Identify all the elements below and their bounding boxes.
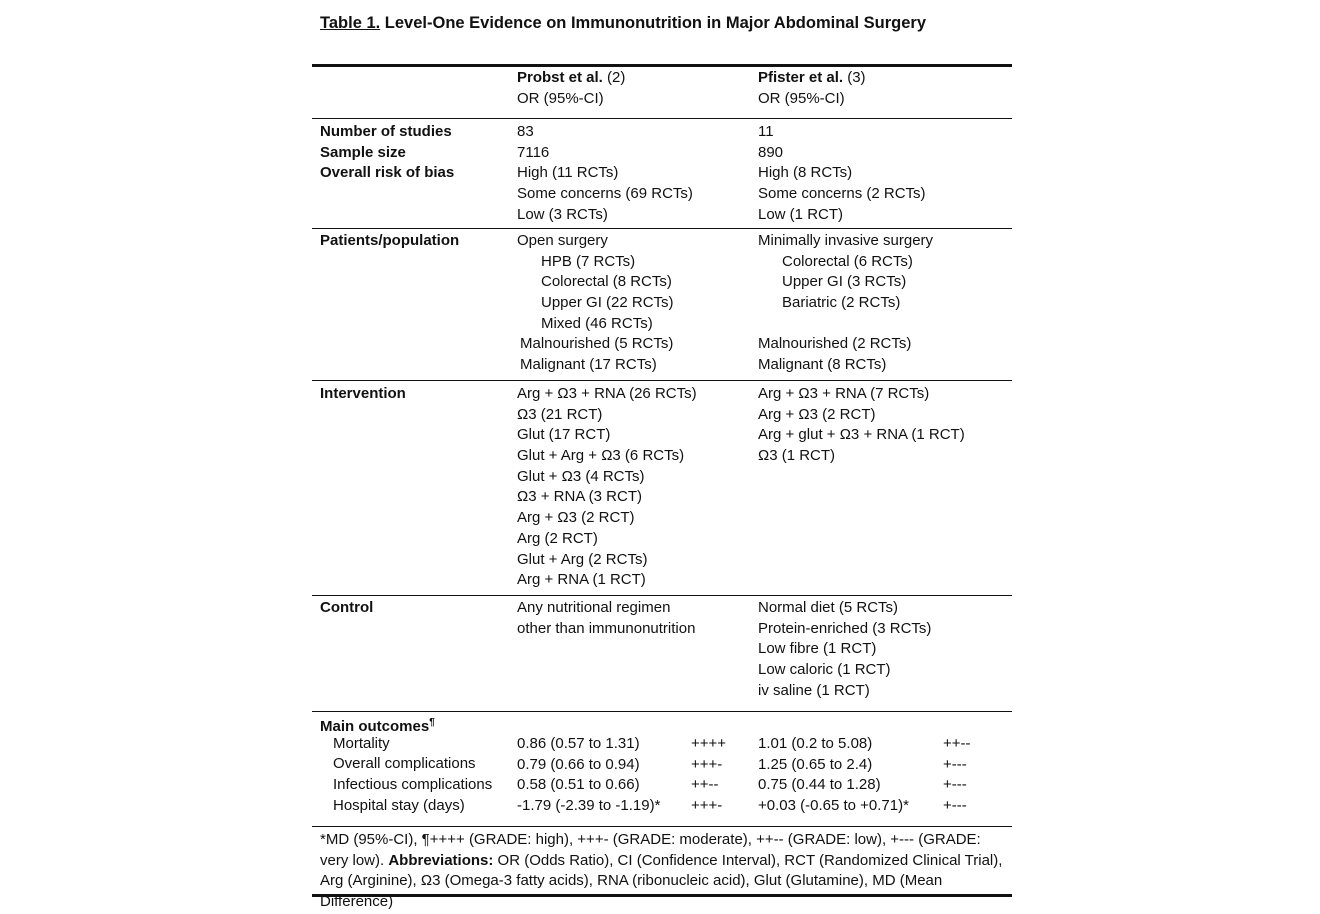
outcome-value: -1.79 (-2.39 to -1.19)* [517, 797, 661, 815]
outcome-grade: +--- [943, 797, 967, 815]
label-sample-size: Sample size [320, 143, 406, 161]
study-value: 7116 [517, 143, 550, 161]
outcomes-pfister-values [758, 734, 909, 817]
header-pfister [758, 68, 866, 109]
intervention-item: Arg (2 RCT) [517, 529, 598, 547]
outcome-grade: +++- [691, 755, 723, 773]
population-probst [517, 231, 674, 376]
outcome-name: Infectious complications [333, 776, 493, 794]
control-item: Protein-enriched (3 RCTs) [758, 619, 932, 637]
study-value: 83 [517, 123, 534, 140]
outcome-name: Mortality [333, 734, 390, 752]
study-value: 11 [758, 123, 774, 140]
outcome-grade: ++-- [691, 776, 719, 794]
study-value: Low (1 RCT) [758, 205, 844, 223]
label-number-of-studies: Number of studies [320, 123, 452, 140]
pfister-name: Pfister et al. [758, 69, 844, 86]
control-pfister [758, 598, 931, 701]
outcome-grade: ++++ [691, 735, 727, 752]
footnote-abbr-label: Abbreviations: [388, 851, 494, 869]
population-tail: Malnourished (2 RCTs) [758, 335, 912, 353]
intervention-probst [517, 384, 697, 591]
population-head: Minimally invasive surgery [758, 232, 934, 249]
control-item: Any nutritional regimen [517, 599, 671, 616]
study-value: Some concerns (2 RCTs) [758, 185, 926, 203]
intervention-item: Arg + Ω3 (2 RCT) [758, 405, 876, 423]
study-rule [312, 228, 1012, 229]
label-control: Control [320, 599, 374, 616]
intervention-item: Glut + Ω3 (4 RCTs) [517, 467, 645, 485]
control-item: Low fibre (1 RCT) [758, 640, 877, 658]
population-pfister [758, 231, 933, 376]
outcome-value: 0.86 (0.57 to 1.31) [517, 735, 640, 752]
header-rule [312, 118, 1012, 119]
study-value: High (8 RCTs) [758, 164, 853, 182]
outcomes-probst-values [517, 734, 660, 817]
pfister-ref: (3) [843, 69, 866, 86]
intervention-item: Arg + RNA (1 RCT) [517, 571, 646, 589]
population-sub: Bariatric (2 RCTs) [782, 294, 901, 312]
table-caption [320, 14, 926, 33]
population-head: Open surgery [517, 232, 608, 249]
outcome-grade: +--- [943, 776, 967, 794]
table-label: Table 1. [320, 14, 381, 32]
population-tail: Malnourished (5 RCTs) [520, 335, 674, 353]
pfister-metric: OR (95%-CI) [758, 89, 845, 107]
top-rule [312, 64, 1012, 67]
footnote-abbreviations: OR (Odds Ratio), CI (Confidence Interval), RCT (Randomized Clinical Trial), Arg (Arginine), Ω3 (Omega-3 fatty acids), RNA (ribonucleic acid), Glut (Glutamine), MD (Mean Difference) [320, 851, 1003, 911]
population-sub: HPB (7 RCTs) [541, 252, 636, 270]
control-rule [312, 711, 1012, 712]
header-probst [517, 68, 625, 109]
outcomes-probst-grades [691, 734, 726, 817]
intervention-item: Ω3 (21 RCT) [517, 405, 603, 423]
footnote-text: *MD (95%-CI), ¶++++ (GRADE: high), +++- (GRADE: moderate), ++-- (GRADE: low), +--- (GRADE: very low). [320, 831, 981, 869]
outcome-name: Overall complications [333, 755, 476, 773]
control-item: Normal diet (5 RCTs) [758, 599, 899, 616]
control-item: other than immunonutrition [517, 619, 696, 637]
probst-name: Probst et al. [517, 69, 603, 86]
population-sub: Colorectal (8 RCTs) [541, 273, 672, 291]
study-probst [517, 122, 693, 225]
study-value: 890 [758, 143, 784, 161]
study-value: Low (3 RCTs) [517, 205, 608, 223]
outcome-value: +0.03 (-0.65 to +0.71)* [758, 797, 909, 815]
intervention-item: Glut + Arg (2 RCTs) [517, 550, 648, 568]
label-intervention: Intervention [320, 385, 406, 402]
label-main-outcomes: Main outcomes [320, 718, 430, 735]
population-sub: Upper GI (22 RCTs) [541, 294, 674, 312]
outcome-grade: ++-- [943, 735, 971, 752]
outcome-grade: +--- [943, 755, 967, 773]
intervention-item: Ω3 (1 RCT) [758, 447, 836, 465]
intervention-item: Arg + glut + Ω3 + RNA (1 RCT) [758, 426, 965, 444]
study-value: High (11 RCTs) [517, 164, 619, 182]
outcomes-labels [320, 713, 492, 816]
outcome-value: 0.75 (0.44 to 1.28) [758, 776, 881, 794]
outcomes-mark: ¶ [429, 717, 435, 728]
intervention-item: Arg + Ω3 (2 RCT) [517, 509, 635, 527]
control-item: Low caloric (1 RCT) [758, 661, 891, 679]
probst-ref: (2) [602, 69, 626, 86]
outcomes-rule [312, 826, 1012, 827]
intervention-item: Glut + Arg + Ω3 (6 RCTs) [517, 447, 685, 465]
intervention-item: Arg + Ω3 + RNA (7 RCTs) [758, 385, 930, 402]
outcome-value: 1.25 (0.65 to 2.4) [758, 755, 873, 773]
intervention-pfister [758, 384, 965, 467]
outcome-value: 1.01 (0.2 to 5.08) [758, 735, 873, 752]
study-pfister [758, 122, 926, 225]
population-tail: Malignant (8 RCTs) [758, 356, 887, 374]
outcome-name: Hospital stay (days) [333, 796, 465, 814]
intervention-item: Glut (17 RCT) [517, 426, 611, 444]
outcome-grade: +++- [691, 797, 723, 815]
outcomes-pfister-grades [943, 734, 971, 817]
intervention-item: Ω3 + RNA (3 RCT) [517, 488, 642, 506]
population-spacer [758, 314, 933, 335]
population-sub: Mixed (46 RCTs) [541, 314, 653, 332]
control-probst [517, 598, 695, 639]
population-tail: Malignant (17 RCTs) [520, 356, 657, 374]
outcome-value: 0.79 (0.66 to 0.94) [517, 755, 640, 773]
label-population: Patients/population [320, 232, 460, 249]
intervention-item: Arg + Ω3 + RNA (26 RCTs) [517, 385, 697, 402]
population-sub: Upper GI (3 RCTs) [782, 273, 907, 291]
intervention-rule [312, 595, 1012, 596]
label-risk-of-bias: Overall risk of bias [320, 164, 455, 182]
control-item: iv saline (1 RCT) [758, 681, 870, 699]
population-sub: Colorectal (6 RCTs) [782, 252, 913, 270]
table-footnote [320, 830, 1010, 913]
outcome-value: 0.58 (0.51 to 0.66) [517, 776, 640, 794]
table-title: Level-One Evidence on Immunonutrition in Major Abdominal Surgery [380, 14, 926, 32]
probst-metric: OR (95%-CI) [517, 89, 604, 107]
study-value: Some concerns (69 RCTs) [517, 185, 693, 203]
population-rule [312, 380, 1012, 381]
study-labels [320, 122, 454, 184]
